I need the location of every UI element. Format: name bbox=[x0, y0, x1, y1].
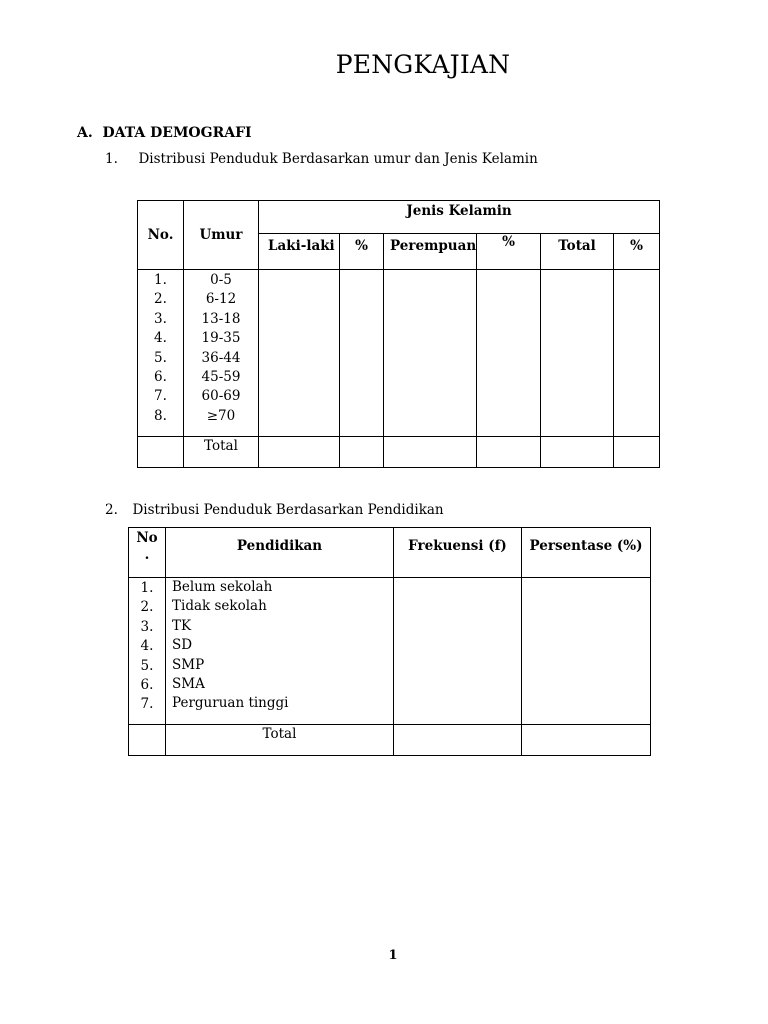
total-row-cell bbox=[384, 437, 477, 468]
row-pendidikan: Belum sekolah bbox=[172, 579, 273, 595]
header-pendidikan: Pendidikan bbox=[166, 528, 394, 578]
header-umur: Umur bbox=[184, 201, 259, 270]
row-no: 3. bbox=[154, 310, 167, 327]
subheading-2-number: 2. bbox=[105, 502, 118, 518]
subheading-1-number: 1. bbox=[105, 151, 118, 167]
row-no: 6. bbox=[140, 677, 154, 694]
total-row-cell bbox=[259, 437, 340, 468]
row-pendidikan: SMA bbox=[172, 676, 205, 693]
header-perempuan: Perempuan bbox=[384, 234, 477, 270]
row-pendidikan: SMP bbox=[172, 656, 205, 673]
row-pendidikan: Tidak sekolah bbox=[172, 598, 267, 615]
total-row-no-cell bbox=[129, 725, 166, 756]
row-umur: ≥70 bbox=[206, 407, 236, 424]
no-list bbox=[129, 578, 165, 715]
total-row-cell bbox=[477, 437, 541, 468]
row-no: 6. bbox=[154, 369, 167, 386]
perempuan-cell bbox=[384, 270, 477, 437]
header-pct-perempuan: % bbox=[477, 234, 541, 270]
subheading-1-text: Distribusi Penduduk Berdasarkan umur dan Jenis Kelamin bbox=[138, 151, 538, 167]
row-pendidikan: TK bbox=[172, 617, 192, 634]
frekuensi-cell bbox=[394, 578, 522, 725]
section-letter: A. bbox=[77, 125, 93, 141]
row-no: 7. bbox=[140, 696, 154, 713]
row-umur: 6-12 bbox=[205, 291, 237, 308]
header-jenis-kelamin: Jenis Kelamin bbox=[259, 201, 660, 234]
row-no: 8. bbox=[154, 407, 167, 424]
section-heading bbox=[77, 125, 252, 141]
pct-perempuan-cell bbox=[477, 270, 541, 437]
row-no: 1. bbox=[154, 272, 167, 288]
pendidikan-list bbox=[166, 578, 393, 714]
header-no: No. bbox=[138, 201, 184, 270]
page-number: 1 bbox=[388, 948, 398, 963]
row-no: 2. bbox=[140, 599, 154, 616]
row-no: 3. bbox=[140, 618, 154, 635]
header-no-line1: No bbox=[136, 530, 158, 546]
row-umur: 0-5 bbox=[210, 272, 232, 288]
header-no-line2: . bbox=[144, 547, 150, 563]
persentase-cell bbox=[522, 578, 651, 725]
row-umur: 60-69 bbox=[201, 388, 241, 405]
subheading-2 bbox=[105, 502, 444, 518]
education-table bbox=[128, 527, 651, 756]
row-pendidikan: SD bbox=[172, 637, 193, 654]
header-total: Total bbox=[541, 234, 614, 270]
header-pct-laki: % bbox=[340, 234, 384, 270]
total-cell bbox=[541, 270, 614, 437]
laki-laki-cell bbox=[259, 270, 340, 437]
row-no: 1. bbox=[140, 580, 154, 596]
pct-total-cell bbox=[614, 270, 660, 437]
no-list bbox=[138, 270, 183, 426]
header-no bbox=[129, 528, 166, 578]
row-no: 7. bbox=[154, 388, 167, 405]
row-pendidikan: Perguruan tinggi bbox=[172, 695, 289, 712]
total-row-cell bbox=[394, 725, 522, 756]
page-title: PENGKAJIAN bbox=[335, 50, 511, 79]
row-no: 4. bbox=[154, 330, 167, 347]
row-no: 5. bbox=[140, 657, 154, 674]
subheading-2-text: Distribusi Penduduk Berdasarkan Pendidikan bbox=[132, 502, 444, 518]
row-no: 2. bbox=[154, 291, 167, 308]
umur-cell bbox=[184, 270, 259, 437]
total-row-cell bbox=[614, 437, 660, 468]
row-no: 5. bbox=[154, 349, 167, 366]
total-row-cell bbox=[340, 437, 384, 468]
no-cell bbox=[138, 270, 184, 437]
row-umur: 13-18 bbox=[201, 310, 241, 327]
header-persentase: Persentase (%) bbox=[522, 528, 651, 578]
total-row-cell bbox=[522, 725, 651, 756]
pct-laki-cell bbox=[340, 270, 384, 437]
row-umur: 45-59 bbox=[201, 369, 241, 386]
total-row-label: Total bbox=[184, 437, 259, 468]
no-cell bbox=[129, 578, 166, 725]
header-frekuensi: Frekuensi (f) bbox=[394, 528, 522, 578]
header-laki-laki: Laki-laki bbox=[259, 234, 340, 270]
section-label: DATA DEMOGRAFI bbox=[102, 125, 252, 141]
row-no: 4. bbox=[140, 638, 154, 655]
total-row-cell bbox=[541, 437, 614, 468]
total-row-no-cell bbox=[138, 437, 184, 468]
pendidikan-cell bbox=[166, 578, 394, 725]
total-row-label: Total bbox=[166, 725, 394, 756]
row-umur: 36-44 bbox=[201, 349, 241, 366]
subheading-1 bbox=[105, 151, 538, 167]
row-umur: 19-35 bbox=[201, 330, 241, 347]
header-pct-total: % bbox=[614, 234, 660, 270]
age-gender-table bbox=[137, 200, 660, 468]
umur-list bbox=[184, 270, 258, 426]
